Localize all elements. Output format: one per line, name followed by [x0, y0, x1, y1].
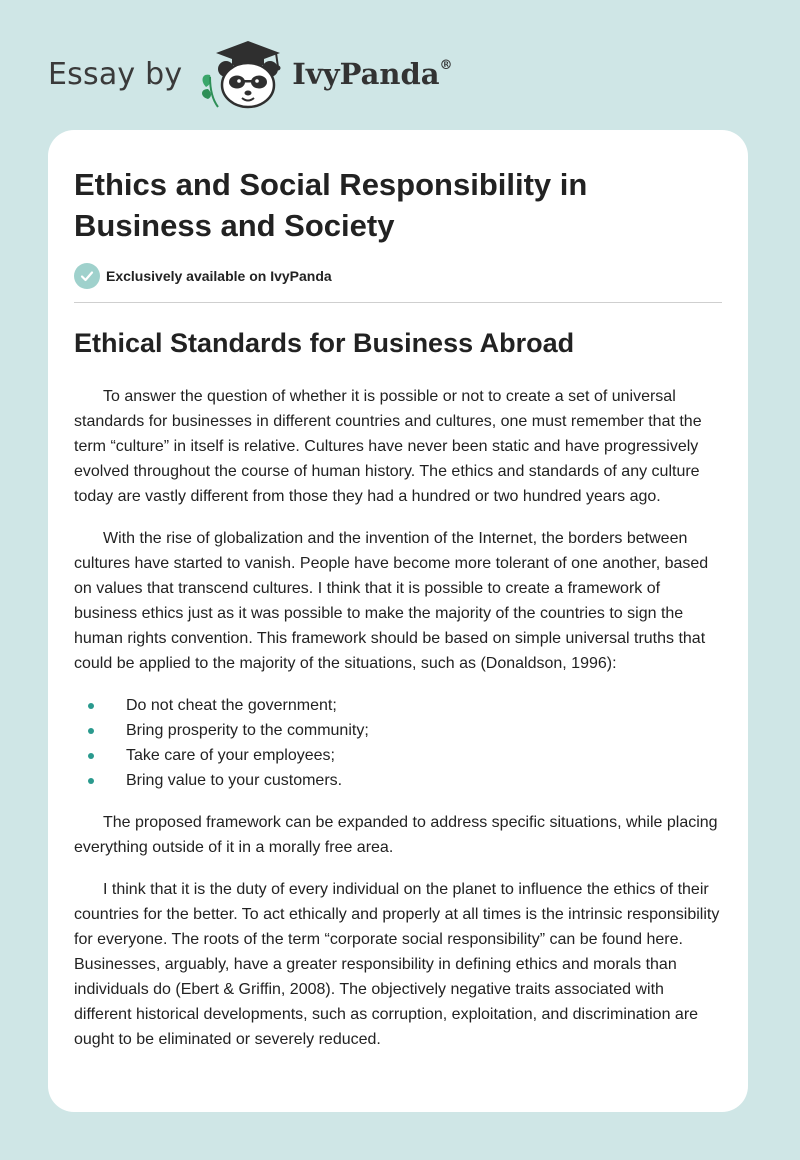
list-item: Do not cheat the government; — [74, 693, 722, 718]
bullet-icon — [88, 728, 94, 734]
divider — [74, 302, 722, 303]
section-title: Ethical Standards for Business Abroad — [74, 328, 575, 358]
list-item: Take care of your employees; — [74, 743, 722, 768]
essay-body — [74, 384, 722, 1069]
essay-card — [48, 130, 748, 1112]
bullet-icon — [88, 703, 94, 709]
paragraph: I think that it is the duty of every individual on the planet to influence the ethics of their countries for the better. To act ethically and properly at all times is the intrinsic responsibility for everyone. The roots of the term “corporate social responsibility” can be found here. Businesses, arguably, have a greater responsibility in defining ethics and morals than individuals do (Ebert & Griffin, 2008). The objectively negative traits associated with different historical developments, such as corruption, exploitation, and discrimination are ought to be eliminated or severely reduced. — [74, 881, 720, 1048]
exclusive-badge — [74, 263, 332, 289]
paragraph: The proposed framework can be expanded to address specific situations, while placing everything outside of it in a morally free area. — [74, 814, 718, 856]
bullet-icon — [88, 778, 94, 784]
list-item: Bring prosperity to the community; — [74, 718, 722, 743]
registered-mark: ® — [439, 58, 453, 74]
list-item: Bring value to your customers. — [74, 768, 722, 793]
exclusive-label: Exclusively available on IvyPanda — [106, 268, 332, 284]
essay-by-label: Essay by — [48, 56, 183, 92]
check-icon — [74, 263, 100, 289]
site-header — [48, 34, 453, 114]
page-title: Ethics and Social Responsibility in Business and Society — [74, 167, 588, 243]
paragraph: To answer the question of whether it is possible or not to create a set of universal standards for businesses in different countries and cultures, one must remember that the term “culture” in itself is relative. Cultures have never been static and have progressively evolved throughout the course of human history. The ethics and standards of any culture today are vastly different from those they had a hundred or two hundred years ago. — [74, 388, 702, 505]
bullet-list — [74, 693, 722, 793]
bullet-icon — [88, 753, 94, 759]
paragraph: With the rise of globalization and the invention of the Internet, the borders between cultures have started to vanish. People have become more tolerant of one another, based on values that transcend cultures. I think that it is possible to create a framework of business ethics just as it was possible to make the majority of the countries to sign the human rights convention. This framework should be based on simple universal truths that could be applied to the majority of the situations, such as (Donaldson, 1996): — [74, 530, 709, 672]
brand-name[interactable]: IvyPanda® — [292, 57, 453, 91]
ivypanda-logo-icon[interactable] — [196, 37, 288, 111]
